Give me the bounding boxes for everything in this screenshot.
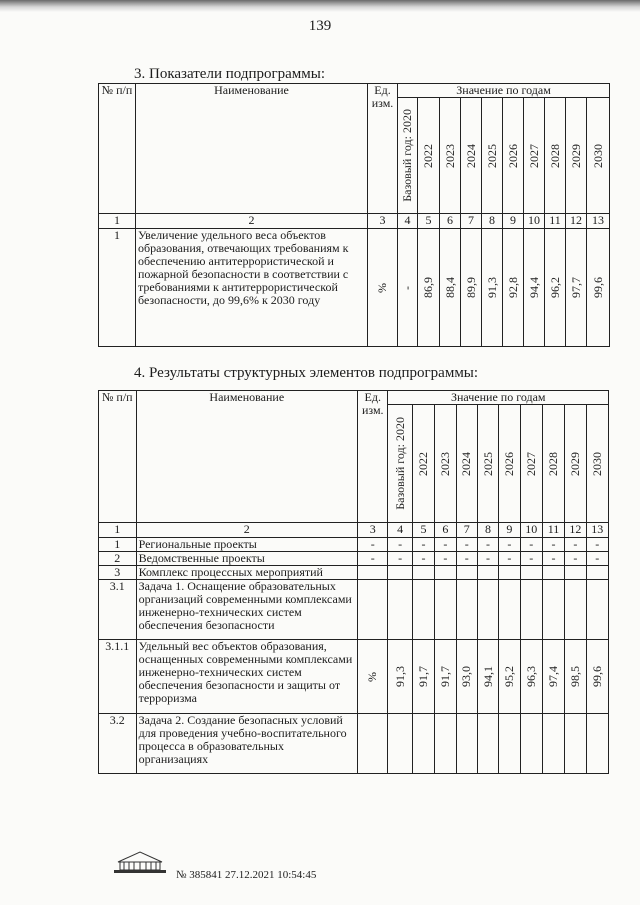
table-row: 3 Комплекс процессных мероприятий <box>99 566 609 580</box>
header-year: 2027 <box>520 405 542 523</box>
header-year: 2022 <box>412 405 434 523</box>
header-base-year: Базовый год: 2020 <box>388 405 412 523</box>
row-value: 92,8 <box>503 229 524 347</box>
table-row: 1 Региональные проекты - - - - - - - - - - - <box>99 538 609 552</box>
row-value: 86,9 <box>418 229 440 347</box>
page-number: 139 <box>308 18 332 34</box>
header-year: 2029 <box>566 98 587 214</box>
row-value: 97,7 <box>566 229 587 347</box>
row-num: 1 <box>99 229 136 347</box>
row-value: 91,3 <box>482 229 503 347</box>
table-row <box>99 229 610 347</box>
header-values: Значение по годам <box>388 391 609 405</box>
row-value: 89,9 <box>461 229 482 347</box>
header-year: 2022 <box>418 98 440 214</box>
header-year: 2024 <box>461 98 482 214</box>
header-values: Значение по годам <box>398 84 610 98</box>
row-value: 96,2 <box>545 229 566 347</box>
results-table <box>98 390 609 774</box>
table-row: 3.1 Задача 1. Оснащение образовательных организаций современными комплексами инженерно-технических систем обеспечения безопасности <box>99 580 609 640</box>
row-base: - <box>398 229 418 347</box>
row-value: 88,4 <box>440 229 461 347</box>
indicators-table <box>98 83 610 347</box>
header-year: 2027 <box>524 98 545 214</box>
section-3-title: 3. Показатели подпрограммы: <box>134 66 326 82</box>
table-row: 3.2 Задача 2. Создание безопасных условий для проведения учебно-воспитательного процесса в образовательных организациях <box>99 714 609 774</box>
header-year: 2030 <box>587 98 610 214</box>
row-value: 99,6 <box>587 229 610 347</box>
registry-stamp-icon <box>110 848 170 874</box>
column-number-row: 1 2 3 4 5 6 7 8 9 10 11 12 13 <box>99 523 609 538</box>
column-number-row: 1 2 3 4 5 6 7 8 9 10 11 12 13 <box>99 214 610 229</box>
header-year: 2025 <box>482 98 503 214</box>
header-year: 2030 <box>586 405 608 523</box>
header-year: 2026 <box>503 98 524 214</box>
header-year: 2029 <box>565 405 586 523</box>
row-unit: % <box>368 229 398 347</box>
header-name: Наименование <box>136 391 357 523</box>
table-row: 2 Ведомственные проекты - - - - - - - - - - - <box>99 552 609 566</box>
section-4-title: 4. Результаты структурных элементов подпрограммы: <box>134 365 479 381</box>
header-year: 2025 <box>477 405 498 523</box>
header-base-year: Базовый год: 2020 <box>398 98 418 214</box>
header-unit: Ед. изм. <box>368 84 398 214</box>
header-name: Наименование <box>136 84 368 214</box>
header-year: 2028 <box>542 405 564 523</box>
row-value: 94,4 <box>524 229 545 347</box>
header-year: 2023 <box>435 405 456 523</box>
header-unit: Ед. изм. <box>358 391 388 523</box>
header-year: 2024 <box>456 405 477 523</box>
header-num: № п/п <box>99 84 136 214</box>
header-year: 2028 <box>545 98 566 214</box>
header-year: 2026 <box>499 405 520 523</box>
row-name: Увеличение удельного веса объектов образования, отвечающих требованиям к обеспечению антитеррористической и пожарной безопасности в соответствии с требованиями к антитеррористической безопасности, до 99,6% к 2030 году <box>136 229 368 347</box>
scan-top-edge <box>0 0 640 12</box>
header-num: № п/п <box>99 391 137 523</box>
document-registration-id: № 385841 27.12.2021 10:54:45 <box>176 869 317 881</box>
header-year: 2023 <box>440 98 461 214</box>
table-row: 3.1.1 Удельный вес объектов образования, оснащенных современными комплексами инженерно-технических систем обеспечения безопасности и защиты от терроризма % 91,3 91,7 91,7 93,0 94,1 95,2 96,3 97,4 98,5 99,6 <box>99 640 609 714</box>
